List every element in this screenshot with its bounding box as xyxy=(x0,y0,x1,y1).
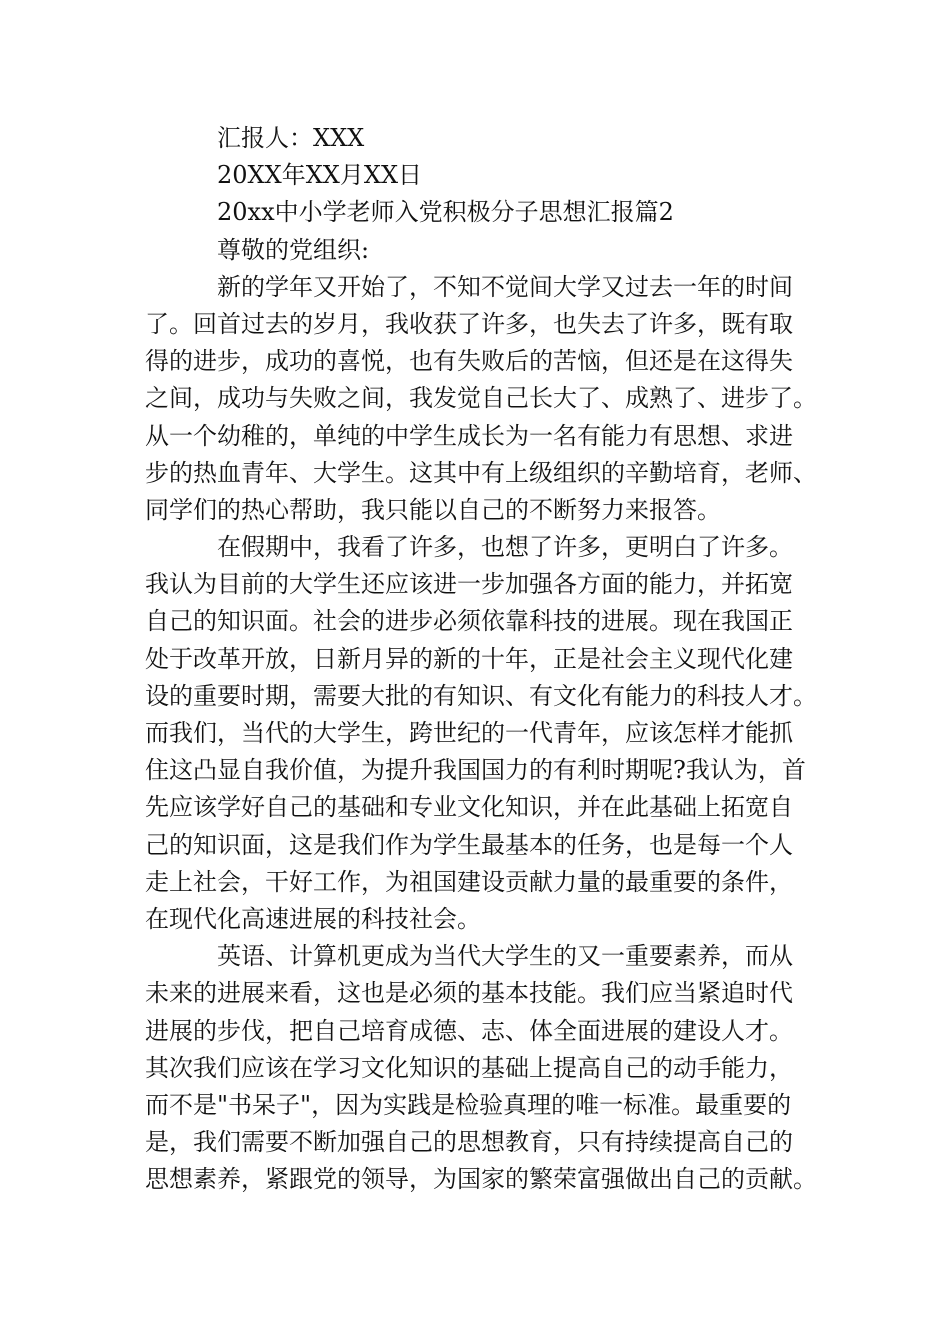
paragraph-line: 之间，成功与失败之间，我发觉自己长大了、成熟了、进步了。 xyxy=(145,384,817,413)
paragraph-line: 是，我们需要不断加强自己的思想教育，只有持续提高自己的 xyxy=(145,1128,793,1157)
paragraph-line: 走上社会，干好工作，为祖国建设贡献力量的最重要的条件， xyxy=(145,867,793,896)
date-line: 20XX年XX月XX日 xyxy=(217,161,423,190)
paragraph-line: 同学们的热心帮助，我只能以自己的不断努力来报答。 xyxy=(145,495,721,524)
paragraph-line: 而我们，当代的大学生，跨世纪的一代青年，应该怎样才能抓 xyxy=(145,719,793,747)
paragraph-1 xyxy=(145,269,817,529)
paragraph-line: 步的热血青年、大学生。这其中有上级组织的辛勤培育，老师、 xyxy=(145,458,817,487)
paragraph-line: 我认为目前的大学生还应该进一步加强各方面的能力，并拓宽 xyxy=(145,570,793,599)
paragraph-line: 得的进步，成功的喜悦，也有失败后的苦恼，但还是在这得失 xyxy=(145,347,793,376)
paragraph-line: 思想素养，紧跟党的领导，为国家的繁荣富强做出自己的贡献。 xyxy=(145,1165,817,1194)
paragraph-line: 处于改革开放，日新月异的新的十年，正是社会主义现代化建 xyxy=(145,644,793,673)
paragraph-2 xyxy=(145,529,817,938)
paragraph-line: 己的知识面，这是我们作为学生最基本的任务，也是每一个人 xyxy=(145,830,793,859)
document-body xyxy=(145,120,817,1198)
paragraph-line: 未来的进展来看，这也是必须的基本技能。我们应当紧追时代 xyxy=(145,979,793,1008)
paragraph-line: 新的学年又开始了，不知不觉间大学又过去一年的时间 xyxy=(217,272,793,301)
reporter-line: 汇报人：XXX xyxy=(217,124,365,152)
document-title: 20xx中小学老师入党积极分子思想汇报篇2 xyxy=(217,198,674,227)
paragraph-line: 在假期中，我看了许多，也想了许多，更明白了许多。 xyxy=(217,533,793,562)
paragraph-line: 先应该学好自己的基础和专业文化知识，并在此基础上拓宽自 xyxy=(145,793,793,822)
paragraph-line: 而不是"书呆子"，因为实践是检验真理的唯一标准。最重要的 xyxy=(145,1090,792,1119)
salutation: 尊敬的党组织: xyxy=(217,235,370,264)
paragraph-line: 英语、计算机更成为当代大学生的又一重要素养，而从 xyxy=(217,942,793,971)
paragraph-line: 进展的步伐，把自己培育成德、志、体全面进展的建设人才。 xyxy=(145,1016,793,1045)
paragraph-3 xyxy=(145,938,817,1198)
paragraph-line: 了。回首过去的岁月，我收获了许多，也失去了许多，既有取 xyxy=(145,309,793,338)
paragraph-line: 从一个幼稚的，单纯的中学生成长为一名有能力有思想、求进 xyxy=(145,421,793,450)
paragraph-line: 自己的知识面。社会的进步必须依靠科技的进展。现在我国正 xyxy=(145,607,793,636)
paragraph-line: 设的重要时期，需要大批的有知识、有文化有能力的科技人才。 xyxy=(145,681,817,710)
paragraph-line: 在现代化高速进展的科技社会。 xyxy=(145,904,481,933)
paragraph-line: 住这凸显自我价值，为提升我国国力的有利时期呢?我认为，首 xyxy=(145,756,806,785)
paragraph-line: 其次我们应该在学习文化知识的基础上提高自己的动手能力， xyxy=(145,1053,793,1082)
